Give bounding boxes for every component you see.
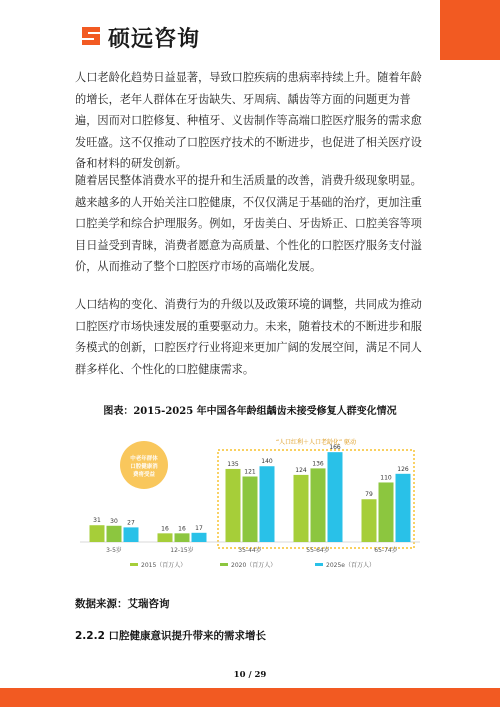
paragraph-aging: 人口老龄化趋势日益显著，导致口腔疾病的患病率持续上升。随着年龄的增长，老年人群体在牙齿缺失、牙周病、龋齿等方面的问题更为普遍，因而对口腔修复、种植牙、义齿制作等高端口腔医疗服务的需求愈发旺盛。这不仅推动了口腔医疗技术的不断进步，也促进了相关医疗设备和材料的研发创新。 (75, 71, 422, 170)
bar (192, 533, 207, 542)
bar-value-label: 126 (397, 465, 409, 473)
legend-label: 2025e（百万人） (326, 562, 375, 569)
bar-value-label: 140 (261, 458, 273, 466)
bar-value-label: 79 (365, 491, 373, 499)
highlight-label: “人口红利＋人口老龄化” 驱动 (275, 439, 357, 446)
bar (226, 469, 241, 542)
bar (158, 533, 173, 542)
legend-swatch (315, 563, 323, 566)
annotation-bubble (120, 441, 168, 489)
bar (362, 499, 377, 542)
bar-value-label: 121 (244, 468, 256, 476)
bar (107, 526, 122, 542)
bar-value-label: 110 (380, 474, 392, 482)
bar-value-label: 135 (227, 460, 239, 468)
legend-swatch (220, 563, 228, 566)
bar (260, 466, 275, 542)
footer-accent-bar (0, 688, 500, 707)
brand-s-icon (80, 25, 102, 47)
header-accent-bar (440, 0, 500, 60)
category-label: 3-5岁 (106, 547, 122, 554)
section-heading: 2.2.2 口腔健康意识提升带来的需求增长 (75, 630, 267, 642)
paragraph-drivers: 人口结构的变化、消费行为的升级以及政策环境的调整，共同成为推动口腔医疗市场快速发展的重要驱动力。未来，随着技术的不断进步和服务模式的创新，口腔医疗行业将迎来更加广阔的发展空间，满足不同人群多样化、个性化的口腔健康需求。 (75, 298, 422, 376)
paragraph-consumption: 随着居民整体消费水平的提升和生活质量的改善，消费升级现象明显。越来越多的人开始关注口腔健康，不仅仅满足于基础的治疗，更加注重口腔美学和综合护理服务。例如，牙齿美白、牙齿矫正、口腔美容等项目日益受到青睐，消费者愿意为高质量、个性化的口腔医疗服务支付溢价，从而推动了整个口腔医疗市场的高端化发展。 (75, 174, 422, 273)
legend-swatch (130, 563, 138, 566)
bar-value-label: 31 (93, 517, 101, 525)
bar-chart (70, 420, 430, 590)
bar (294, 475, 309, 542)
category-label: 35-44岁 (238, 547, 262, 554)
bar-value-label: 16 (161, 525, 169, 533)
bar-value-label: 17 (195, 524, 203, 532)
category-label: 65-74岁 (374, 547, 398, 554)
bar (124, 527, 139, 542)
brand-name: 硕远咨询 (108, 27, 201, 52)
bar-value-label: 27 (127, 519, 135, 527)
category-label: 12-15岁 (170, 547, 194, 554)
bar-value-label: 16 (178, 525, 186, 533)
bar (328, 452, 343, 542)
bar-value-label: 166 (329, 444, 341, 452)
bar-value-label: 124 (295, 466, 307, 474)
bar (243, 477, 258, 542)
bar (90, 525, 105, 542)
bubble-line-3: 费将受益 (132, 472, 156, 478)
bar (379, 482, 394, 542)
chart-title: 图表：2015-2025 年中国各年龄组龋齿未接受修复人群变化情况 (103, 406, 397, 417)
category-label: 55-64岁 (306, 547, 330, 554)
bar (311, 468, 326, 542)
data-source: 数据来源：艾瑞咨询 (75, 598, 170, 610)
bar-value-label: 30 (110, 517, 118, 525)
legend-label: 2020（百万人） (231, 562, 277, 569)
bar-value-label: 136 (312, 460, 324, 468)
legend-label: 2015（百万人） (141, 562, 187, 569)
bar (175, 533, 190, 542)
bar (396, 474, 411, 542)
bubble-line-2: 口腔健康消 (130, 464, 158, 470)
bubble-line-1: 中老年群体 (130, 456, 158, 462)
page-number: 10 / 29 (233, 670, 267, 680)
page-header (0, 0, 500, 60)
